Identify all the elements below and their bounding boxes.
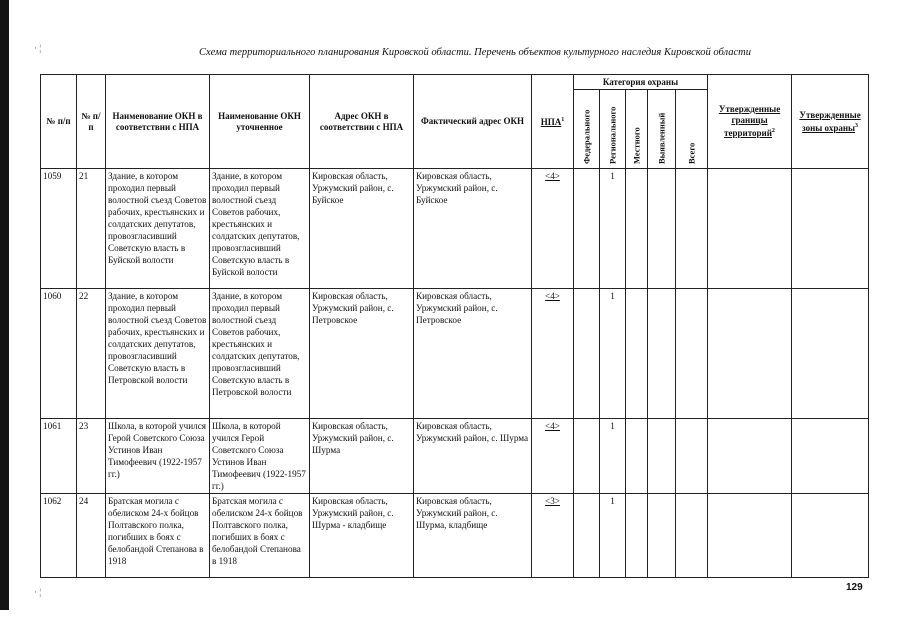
- cell-total: [676, 169, 708, 289]
- cell-zones: [792, 419, 869, 494]
- cell-federal: [574, 494, 600, 578]
- cell-sub: 24: [77, 494, 106, 578]
- page-title: Схема территориального планирования Кировской области. Перечень объектов культурного наследия Кировской области: [199, 47, 751, 58]
- cell-zones: [792, 289, 869, 419]
- table-row: [41, 494, 869, 578]
- cell-num: 1060: [41, 289, 77, 419]
- col-header-local: Местного: [626, 90, 648, 169]
- cell-zones: [792, 169, 869, 289]
- cell-regional: 1: [600, 289, 626, 419]
- cell-address: Кировская область, Уржумский район, с. Шурма - кладбище: [310, 494, 414, 578]
- cell-name: Здание, в котором проходил первый волостной съезд Советов рабочих, крестьянских и солдатских депутатов, провозгласивший Советскую власть в Петровской волости: [106, 289, 210, 419]
- col-header-identified: Выявленный: [648, 90, 676, 169]
- cell-regional: 1: [600, 419, 626, 494]
- cell-num: 1059: [41, 169, 77, 289]
- table-row: [41, 289, 869, 419]
- cell-total: [676, 494, 708, 578]
- cell-actual-address: Кировская область, Уржумский район, с. Буйское: [414, 169, 532, 289]
- cell-num: 1062: [41, 494, 77, 578]
- col-header-zones: Утвержденные зоны охраны$^3$: [792, 75, 869, 169]
- cell-identified: [648, 169, 676, 289]
- col-header-address: Адрес ОКН в соответствии с НПА: [310, 75, 414, 169]
- cell-name-refined: Братская могила с обелиском 24-х бойцов Полтавского полка, погибших в боях с белобандой Степанова в 1918: [210, 494, 310, 578]
- heritage-table: [40, 74, 869, 578]
- cell-address: Кировская область, Уржумский район, с. Шурма: [310, 419, 414, 494]
- col-header-name: Наименование ОКН в соответствии с НПА: [106, 75, 210, 169]
- cell-regional: 1: [600, 494, 626, 578]
- cell-name-refined: Здание, в котором проходил первый волостной съезд Советов рабочих, крестьянских и солдатских депутатов, провозгласивший Советскую власть в Петровской волости: [210, 289, 310, 419]
- col-header-boundaries: Утвержденные границы территорий$^2$: [708, 75, 792, 169]
- cell-federal: [574, 419, 600, 494]
- col-header-total: Всего: [676, 90, 708, 169]
- cell-regional: 1: [600, 169, 626, 289]
- cell-local: [626, 289, 648, 419]
- cell-local: [626, 169, 648, 289]
- cell-name-refined: Школа, в которой учился Герой Советского Союза Устинов Иван Тимофеевич (1922-1957 гг.): [210, 419, 310, 494]
- cell-local: [626, 419, 648, 494]
- cell-boundaries: [708, 289, 792, 419]
- cell-address: Кировская область, Уржумский район, с. Буйское: [310, 169, 414, 289]
- col-header-npa: НПА$^1$: [532, 75, 574, 169]
- cell-npa: <4>: [532, 419, 574, 494]
- cell-sub: 23: [77, 419, 106, 494]
- cell-name: Братская могила с обелиском 24-х бойцов Полтавского полка, погибших в боях с белобандой Степанова в 1918: [106, 494, 210, 578]
- cell-identified: [648, 289, 676, 419]
- cell-npa: <4>: [532, 289, 574, 419]
- cell-num: 1061: [41, 419, 77, 494]
- cell-sub: 21: [77, 169, 106, 289]
- category-group-header: Категория охраны: [574, 75, 708, 90]
- cell-actual-address: Кировская область, Уржумский район, с. Шурма: [414, 419, 532, 494]
- cell-actual-address: Кировская область, Уржумский район, с. Петровское: [414, 289, 532, 419]
- col-header-num: № п/п: [41, 75, 77, 169]
- cell-npa: <3>: [532, 494, 574, 578]
- cell-zones: [792, 494, 869, 578]
- cell-federal: [574, 289, 600, 419]
- margin-mark: · ¦: [34, 587, 42, 597]
- scan-edge: [0, 0, 9, 610]
- cell-actual-address: Кировская область, Уржумский район, с. Шурма, кладбище: [414, 494, 532, 578]
- cell-identified: [648, 419, 676, 494]
- cell-boundaries: [708, 169, 792, 289]
- col-header-federal: Федерального: [574, 90, 600, 169]
- col-header-regional: Регионального: [600, 90, 626, 169]
- cell-sub: 22: [77, 289, 106, 419]
- margin-mark: · ¦: [34, 43, 42, 53]
- col-header-name-refined: Наименование ОКН уточненное: [210, 75, 310, 169]
- cell-npa: <4>: [532, 169, 574, 289]
- col-header-sub: № п/п: [77, 75, 106, 169]
- col-header-actual-address: Фактический адрес ОКН: [414, 75, 532, 169]
- table-row: [41, 419, 869, 494]
- cell-federal: [574, 169, 600, 289]
- table-row: [41, 169, 869, 289]
- cell-total: [676, 419, 708, 494]
- cell-identified: [648, 494, 676, 578]
- cell-local: [626, 494, 648, 578]
- cell-address: Кировская область, Уржумский район, с. Петровское: [310, 289, 414, 419]
- cell-name: Здание, в котором проходил первый волостной съезд Советов рабочих, крестьянских и солдатских депутатов, провозгласивший Советскую власть в Буйской волости: [106, 169, 210, 289]
- cell-boundaries: [708, 494, 792, 578]
- page-number: 129: [846, 582, 863, 593]
- cell-total: [676, 289, 708, 419]
- cell-boundaries: [708, 419, 792, 494]
- cell-name-refined: Здание, в котором проходил первый волостной съезд Советов рабочих, крестьянских и солдатских депутатов, провозгласивший Советскую власть в Буйской волости: [210, 169, 310, 289]
- cell-name: Школа, в которой учился Герой Советского Союза Устинов Иван Тимофеевич (1922-1957 гг.): [106, 419, 210, 494]
